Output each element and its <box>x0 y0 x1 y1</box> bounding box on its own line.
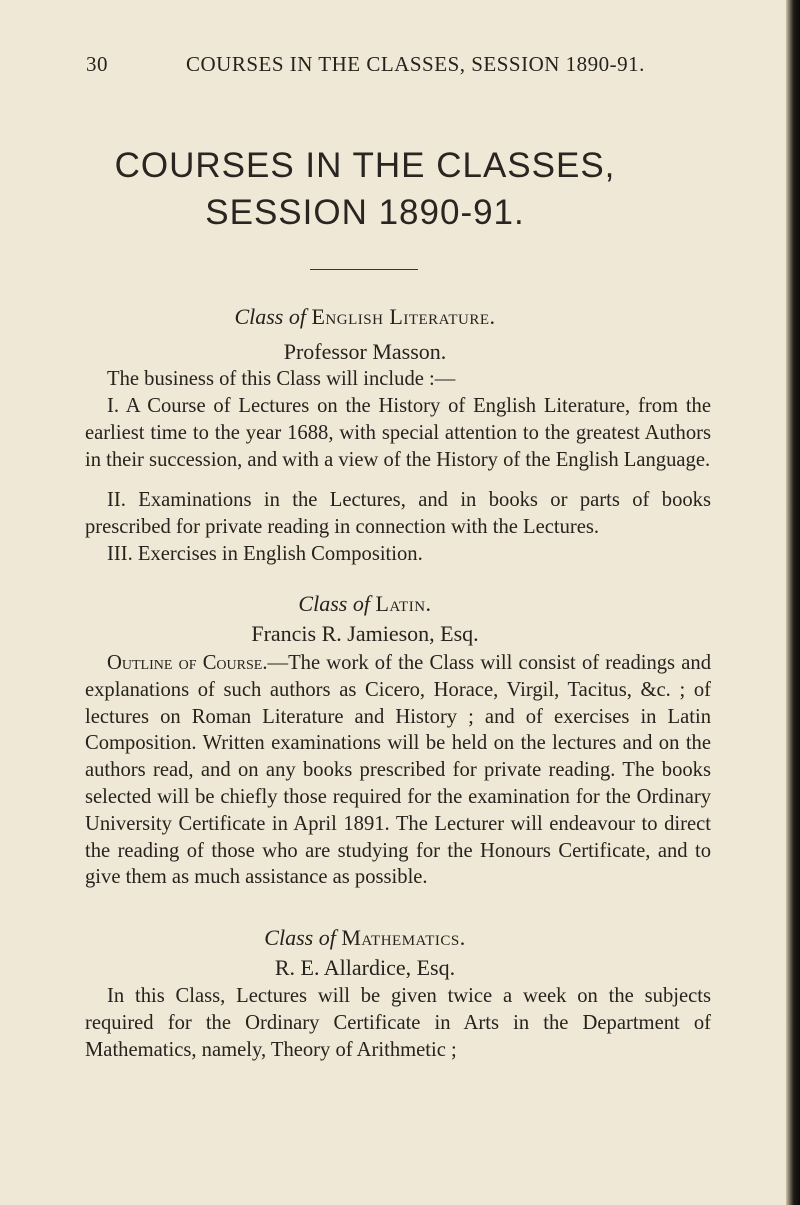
latin-outline-text: —The work of the Class will consist of readings and explanations of such authors as Cicero, Horace, Virgil, Tacitus, &c. ; of lectures on Roman Literature and History ; and of exercises in Latin Composition. Written examinations will be held on the lectures and on the authors read, and on any books prescribed for private reading. The books selected will be chiefly those required for the examination for the Ordinary University Certificate in April 1891. The Lecturer will endeavour to direct the reading of those who are studying for the Honours Certificate, and to give them as much assistance as possible. <box>85 652 712 889</box>
maths-class-heading <box>0 925 730 951</box>
page-number: 30 <box>86 52 108 76</box>
book-spine-edge <box>786 0 800 1205</box>
english-class-subject: English Literature. <box>311 304 496 329</box>
page-title-line-1: COURSES IN THE CLASSES, <box>114 146 616 185</box>
latin-class-prefix: Class of <box>298 591 370 616</box>
english-item-1: I. A Course of Lectures on the History of English Literature, from the earliest time to the year 1688, with special attention to the greatest Authors in their succession, and with a view of the History of the English Language. <box>85 395 711 471</box>
page-title-line-2: SESSION 1890-91. <box>205 193 525 232</box>
english-item-2: II. Examinations in the Lectures, and in books or parts of books prescribed for private reading in connection with the Lectures. <box>85 489 711 538</box>
latin-class-subject: Latin. <box>375 591 432 616</box>
maths-text: In this Class, Lectures will be given twice a week on the subjects required for the Ordinary Certificate in Arts in the Department of Mathematics, namely, Theory of Arithmetic ; <box>85 985 711 1061</box>
latin-class-heading <box>0 591 730 617</box>
maths-class-subject: Mathematics. <box>341 925 466 950</box>
latin-outline-label: Outline of Course. <box>107 652 268 674</box>
english-class-heading <box>0 304 730 330</box>
maths-class-prefix: Class of <box>264 925 336 950</box>
english-class-prefix: Class of <box>234 304 306 329</box>
english-intro: The business of this Class will include :— <box>107 368 456 390</box>
running-head-title: COURSES IN THE CLASSES, SESSION 1890-91. <box>186 52 645 76</box>
english-professor: Professor Masson. <box>283 339 447 364</box>
english-item-3: III. Exercises in English Composition. <box>107 543 423 565</box>
running-head <box>86 52 646 80</box>
latin-outline <box>85 650 711 891</box>
title-divider <box>310 269 418 270</box>
maths-lecturer: R. E. Allardice, Esq. <box>274 955 456 980</box>
latin-lecturer: Francis R. Jamieson, Esq. <box>251 621 479 646</box>
